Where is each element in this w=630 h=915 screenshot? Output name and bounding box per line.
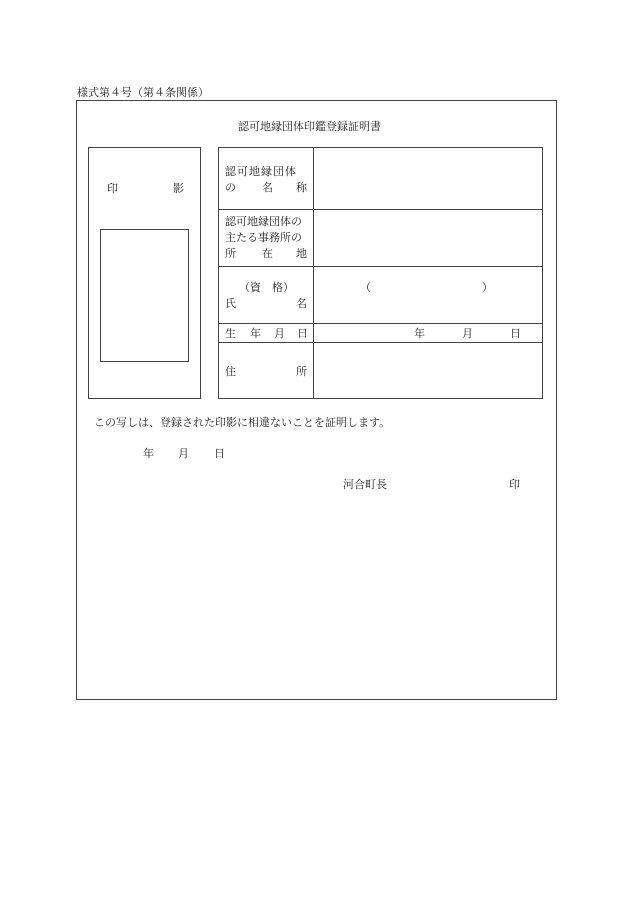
qualification-label: （資 格）: [239, 281, 294, 294]
birth-year-unit: 年: [414, 327, 425, 340]
office-label-line1: 認可地縁団体の: [225, 215, 302, 228]
office-label-sho: 所: [225, 247, 236, 260]
qualification-close-paren: ）: [482, 281, 493, 294]
office-label-chi: 地: [296, 247, 307, 260]
birth-month-unit: 月: [462, 327, 473, 340]
certification-text: この写しは、登録された印影に相違ないことを証明します。: [94, 416, 391, 429]
birth-label-gatsu: 月: [274, 327, 285, 340]
address-label-ju: 住: [225, 365, 236, 378]
group-name-label-line1: 認可地縁団体: [225, 165, 297, 178]
row-divider: [218, 323, 543, 324]
group-name-label-sho: 称: [296, 181, 307, 194]
issuer-title: 河合町長: [343, 478, 387, 491]
birth-label-hi: 日: [297, 327, 308, 340]
group-name-label-na: 名: [262, 181, 273, 194]
name-label-shi: 氏: [225, 297, 236, 310]
issue-month-unit: 月: [178, 447, 189, 460]
seal-impression-frame: [100, 229, 189, 362]
row-divider: [218, 209, 543, 210]
name-label-mei: 名: [296, 297, 307, 310]
birth-day-unit: 日: [510, 327, 521, 340]
birth-label-sei: 生: [225, 327, 236, 340]
office-label-zai: 在: [262, 247, 273, 260]
table-column-divider: [313, 147, 314, 399]
birth-label-nen: 年: [250, 327, 261, 340]
office-label-line2: 主たる事務所の: [225, 231, 302, 244]
row-divider: [218, 342, 543, 343]
issuer-seal-mark: 印: [509, 478, 520, 491]
issue-year-unit: 年: [143, 447, 154, 460]
address-label-sho: 所: [296, 365, 307, 378]
group-name-label-no: の: [225, 181, 236, 194]
certificate-title: 認可地縁団体印鑑登録証明書: [238, 120, 381, 133]
issue-day-unit: 日: [214, 447, 225, 460]
form-number: 様式第４号（第４条関係）: [77, 86, 209, 99]
row-divider: [218, 266, 543, 267]
seal-label-left: 印: [107, 182, 118, 195]
qualification-open-paren: （: [360, 281, 371, 294]
seal-label-right: 影: [173, 182, 184, 195]
